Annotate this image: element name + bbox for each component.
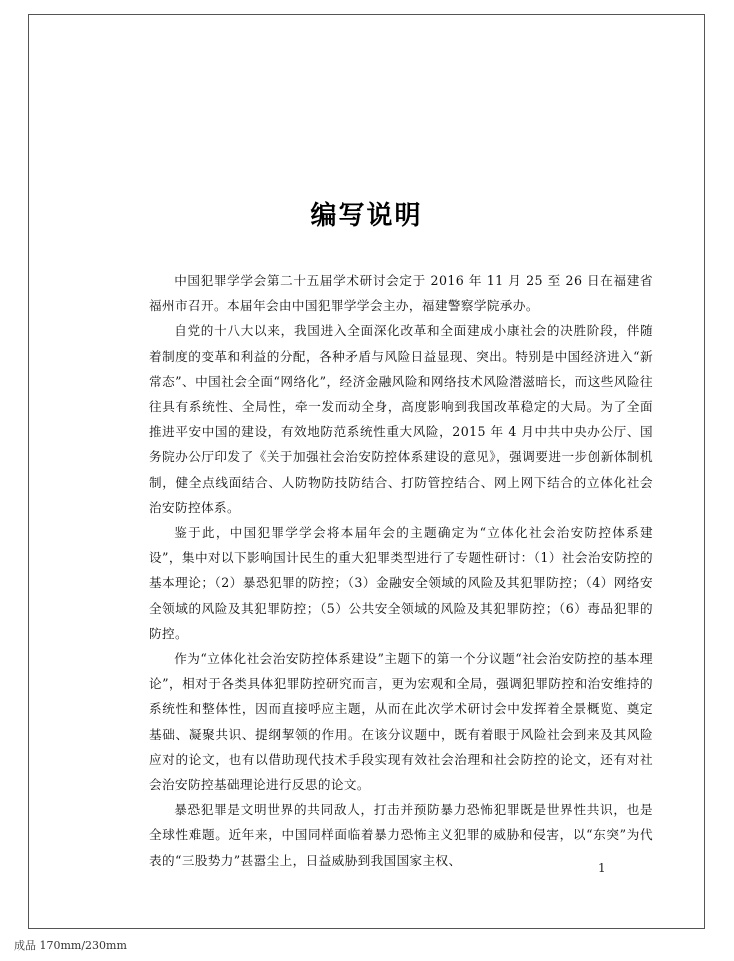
paragraph-4: 作为“立体化社会治安防控体系建设”主题下的第一个分议题“社会治安防控的基本理论”，相对于各类具体犯罪防控研究而言，更为宏观和全局，强调犯罪防控和治安维持的系统性和整体性，因而直接呼应主题，从而在此次学术研讨会中发挥着全景概览、奠定基础、凝聚共识、提纲挈领的作用。在该分议题中，既有着眼于风险社会到来及其风险应对的论文，也有以借助现代技术手段实现有效社会治理和社会防控的论文，还有对社会治安防控基础理论进行反思的论文。 (149, 651, 653, 793)
trim-size-label: 成品 170mm/230mm (14, 939, 127, 952)
body-text (149, 268, 653, 873)
paragraph-2: 自党的十八大以来，我国进入全面深化改革和全面建成小康社会的决胜阶段，伴随着制度的变革和利益的分配，各种矛盾与风险日益显现、突出。特别是中国经济进入“新常态”、中国社会全面“网络化”，经济金融风险和网络技术风险潜滋暗长，而这些风险往往具有系统性、全局性，牵一发而动全身，高度影响到我国改革稳定的大局。为了全面推进平安中国的建设，有效地防范系统性重大风险，2015 年 4 月中共中央办公厅、国务院办公厅印发了《关于加强社会治安防控体系建设的意见》，强调要进一步创新体制机制，健全点线面结合、人防物防技防结合、打防管控结合、网上网下结合的立体化社会治安防控体系。 (149, 323, 653, 515)
page-title: 编写说明 (310, 201, 423, 231)
paragraph-1: 中国犯罪学学会第二十五届学术研讨会定于 2016 年 11 月 25 至 26 日在福建省福州市召开。本届年会由中国犯罪学学会主办，福建警察学院承办。 (149, 273, 653, 314)
page-number: 1 (598, 861, 606, 875)
paragraph-5: 暴恐犯罪是文明世界的共同敌人，打击并预防暴力恐怖犯罪既是世界性共识，也是全球性难题。近年来，中国同样面临着暴力恐怖主义犯罪的威胁和侵害，以“东突”为代表的“三股势力”甚嚣尘上，日益威胁到我国国家主权、 (149, 802, 653, 868)
paragraph-3: 鉴于此，中国犯罪学学会将本届年会的主题确定为“立体化社会治安防控体系建设”，集中对以下影响国计民生的重大犯罪类型进行了专题性研讨：（1）社会治安防控的基本理论；（2）暴恐犯罪的防控；（3）金融安全领域的风险及其犯罪防控；（4）网络安全领域的风险及其犯罪防控；（5）公共安全领域的风险及其犯罪防控；（6）毒品犯罪的防控。 (149, 525, 653, 641)
page-frame (28, 14, 705, 929)
